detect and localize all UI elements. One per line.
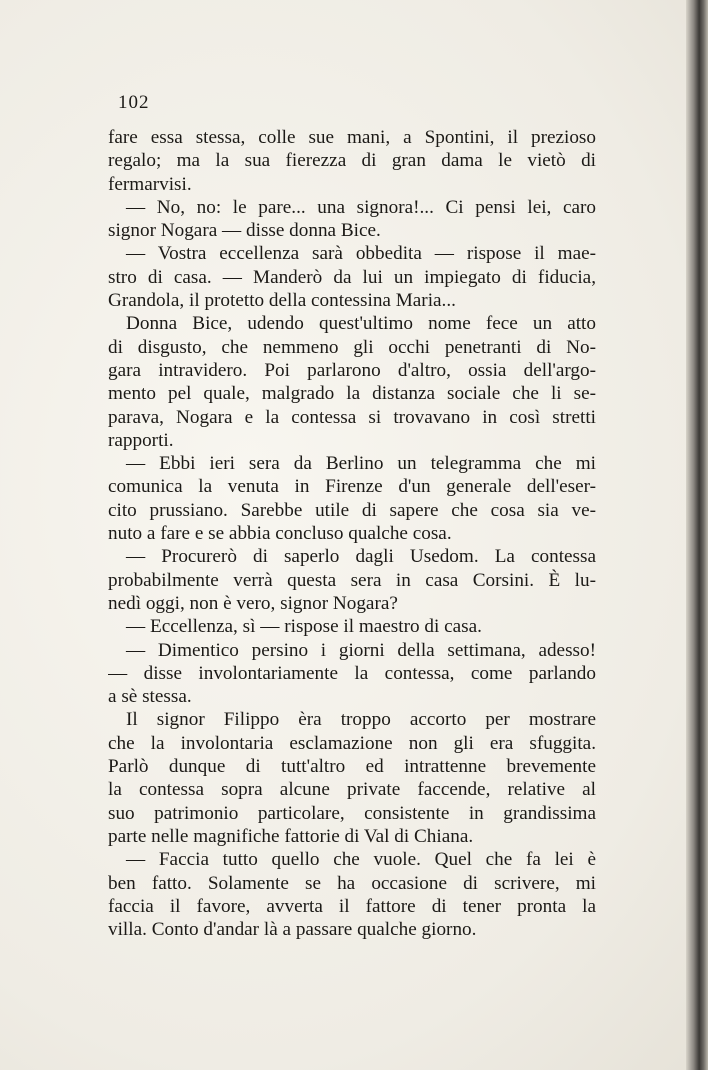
text-line: — Faccia tutto quello che vuole. Quel che fa lei è [126, 849, 596, 871]
text-line: la contessa sopra alcune private faccende, relative al [108, 779, 596, 801]
text-line: — Procurerò di saperlo dagli Usedom. La contessa [126, 546, 596, 568]
text-line: probabilmente verrà questa sera in casa Corsini. È lu- [108, 569, 596, 591]
text-line: fermarvisi. [108, 173, 192, 195]
text-line: parte nelle magnifiche fattorie di Val di Chiana. [108, 825, 474, 847]
text-line: villa. Conto d'andar là a passare qualche giorno. [108, 919, 477, 941]
text-line: — No, no: le pare... una signora!... Ci pensi lei, caro [126, 196, 596, 218]
text-line: parava, Nogara e la contessa si trovavano in così stretti [108, 406, 596, 428]
text-line: signor Nogara — disse donna Bice. [108, 220, 381, 242]
text-line: stro di casa. — Manderò da lui un impiegato di fiducia, [108, 266, 596, 288]
text-line: — Dimentico persino i giorni della settimana, adesso! [126, 639, 596, 661]
text-line: gara intravidero. Poi parlarono d'altro, ossia dell'argo- [108, 359, 596, 381]
text-line: Parlò dunque di tutt'altro ed intrattenne brevemente [108, 756, 596, 778]
text-line: Grandola, il protetto della contessina Maria... [108, 290, 456, 312]
text-line: suo patrimonio particolare, consistente in grandissima [108, 802, 596, 824]
text-line: Donna Bice, udendo quest'ultimo nome fece un atto [126, 313, 596, 335]
text-line: faccia il favore, avverta il fattore di tener pronta la [108, 895, 596, 917]
text-line: a sè stessa. [108, 686, 192, 708]
text-line: comunica la venuta in Firenze d'un generale dell'eser- [108, 476, 596, 498]
text-line: regalo; ma la sua fierezza di gran dama le vietò di [108, 150, 596, 172]
text-line: — Ebbi ieri sera da Berlino un telegramma che mi [126, 453, 596, 475]
body-text [108, 126, 596, 941]
text-line: di disgusto, che nemmeno gli occhi penetranti di No- [108, 336, 596, 358]
text-line: — disse involontariamente la contessa, come parlando [108, 662, 596, 684]
page-number: 102 [118, 92, 150, 113]
book-binding-edge [686, 0, 708, 1070]
text-line: cito prussiano. Sarebbe utile di sapere che cosa sia ve- [108, 499, 596, 521]
text-line: nedì oggi, non è vero, signor Nogara? [108, 592, 398, 614]
text-line: — Vostra eccellenza sarà obbedita — rispose il mae- [126, 243, 596, 265]
text-line: che la involontaria esclamazione non gli era sfuggita. [108, 732, 596, 754]
text-line: Il signor Filippo èra troppo accorto per mostrare [126, 709, 596, 731]
text-line: ben fatto. Solamente se ha occasione di scrivere, mi [108, 872, 596, 894]
text-line: fare essa stessa, colle sue mani, a Spontini, il prezioso [108, 127, 596, 148]
text-line: nuto a fare e se abbia concluso qualche cosa. [108, 523, 452, 545]
text-line: mento pel quale, malgrado la distanza sociale che li se- [108, 383, 596, 405]
text-line: — Eccellenza, sì — rispose il maestro di casa. [126, 616, 482, 638]
text-line: rapporti. [108, 429, 174, 451]
